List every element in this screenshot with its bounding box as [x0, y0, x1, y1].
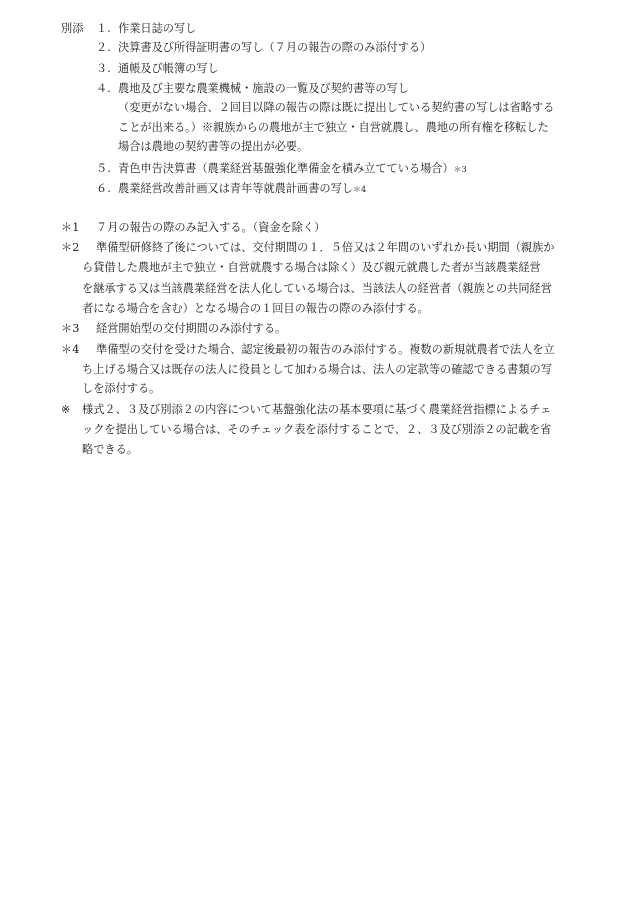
- attachment-item-6-number: ６.: [96, 182, 111, 195]
- note-4-mark: ＊4: [61, 343, 80, 356]
- note-2-line: 準備型研修終了後については、交付期間の１．５倍又は２年間のいずれか長い期間（親族か: [96, 241, 555, 254]
- attachment-item-4-text: 農地及び主要な農業機械・施設の一覧及び契約書等の写し: [118, 82, 409, 95]
- note-4-line: 準備型の交付を受けた場合、認定後最初の報告のみ添付する。複数の新規就農者で法人を立: [96, 343, 555, 356]
- attachment-item-5-text: [118, 163, 467, 174]
- note-5-line: 略できる。: [82, 443, 138, 456]
- attachment-item-4-note-line: ことが出来る。）※親族からの農地が主で独立・自営就農し、農地の所有権を移転した: [118, 121, 549, 134]
- attachment-item-5-number: ５.: [96, 162, 111, 175]
- attachment-item-2-text: 決算書及び所得証明書の写し（７月の報告の際のみ添付する）: [118, 41, 432, 54]
- attachment-item-3-number: ３.: [96, 62, 111, 75]
- attachment-item-4-number: ４.: [96, 82, 111, 95]
- note-5-line: ックを提出している場合は、そのチェック表を添付することで、２、３及び別添２の記載を省: [82, 423, 552, 436]
- note-5-line: 様式２、３及び別添２の内容について基盤強化法の基本要項に基づく農業経営指標によるチェ: [82, 403, 552, 416]
- note-2-line: ら貸借した農地が主で独立・自営就農する場合は除く）及び親元就農した者が当該農業経営: [82, 261, 541, 274]
- attachment-item-6-label: 農業経営改善計画又は青年等就農計画書の写し: [118, 182, 353, 195]
- attachment-item-4-note-line: （変更がない場合、２回目以降の報告の際は既に提出している契約書の写しは省略する: [118, 101, 555, 114]
- attachment-prefix: 別添: [61, 22, 84, 35]
- attachment-item-1-number: １.: [96, 22, 111, 35]
- attachment-item-4-note-line: 場合は農地の契約書等の提出が必要。: [118, 140, 309, 153]
- note-2-line: 者になる場合を含む）となる場合の１回目の報告の際のみ添付する。: [82, 302, 429, 315]
- attachment-item-1-text: 作業日誌の写し: [118, 22, 197, 35]
- note-3-line: 経営開始型の交付期間のみ添付する。: [96, 322, 287, 335]
- note-2-mark: ＊2: [61, 241, 80, 254]
- attachment-item-3-text: 通帳及び帳簿の写し: [118, 62, 219, 75]
- note-5-mark: ※: [61, 403, 71, 416]
- note-2-line: を継承する又は当該農業経営を法人化している場合は、当該法人の経営者（親族との共同経営: [82, 282, 552, 295]
- note-1-line: ７月の報告の際のみ記入する。（資金を除く）: [96, 221, 326, 234]
- note-1-mark: ＊1: [61, 221, 80, 234]
- note-4-line: ち上げる場合又は既存の法人に役員として加わる場合は、法人の定款等の確認できる書類の写: [82, 363, 552, 376]
- note-3-mark: ＊3: [61, 322, 80, 335]
- attachment-item-2-number: ２.: [96, 41, 111, 54]
- attachment-item-5-footnote-ref: ＊3: [453, 165, 467, 174]
- attachment-item-6-text: [118, 183, 366, 194]
- attachment-item-6-footnote-ref: ＊4: [352, 185, 367, 194]
- note-4-line: しを添付する。: [82, 382, 161, 395]
- attachment-item-5-label: 青色申告決算書（農業経営基盤強化準備金を積み立てている場合）: [118, 162, 454, 175]
